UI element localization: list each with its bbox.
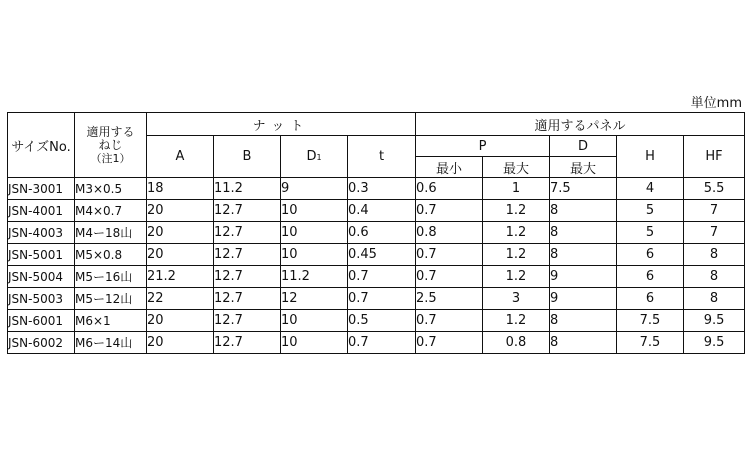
cell-screw: M5ー12山 [75,288,147,310]
cell-p-max: 1.2 [483,222,550,244]
cell-a: 20 [147,244,214,266]
cell-d1: 10 [281,222,348,244]
cell-b: 12.7 [214,332,281,354]
cell-hf: 7 [684,222,745,244]
cell-a: 20 [147,222,214,244]
header-d1-main: D [306,149,317,164]
cell-p-max: 1.2 [483,244,550,266]
cell-p-max: 1 [483,178,550,200]
cell-b: 12.7 [214,200,281,222]
cell-h: 6 [617,266,684,288]
cell-screw: M4ー18山 [75,222,147,244]
cell-t: 0.6 [348,222,416,244]
header-p: P [416,136,550,157]
cell-d1: 10 [281,244,348,266]
unit-label: 単位mm [690,96,742,111]
cell-d1: 9 [281,178,348,200]
table-row [8,310,745,332]
table-row [8,266,745,288]
cell-b: 12.7 [214,244,281,266]
cell-hf: 8 [684,266,745,288]
cell-p-min: 0.7 [416,310,483,332]
cell-h: 7.5 [617,332,684,354]
cell-h: 4 [617,178,684,200]
cell-h: 5 [617,222,684,244]
table-row [8,332,745,354]
header-a: A [147,136,214,178]
cell-hf: 8 [684,288,745,310]
header-panel-group: 適用するパネル [416,113,745,136]
cell-h: 5 [617,200,684,222]
cell-p-min: 0.7 [416,244,483,266]
table-body [8,178,745,354]
header-t: t [348,136,416,178]
header-b: B [214,136,281,178]
table-row [8,288,745,310]
cell-a: 20 [147,310,214,332]
cell-p-min: 2.5 [416,288,483,310]
header-d-max: 最大 [550,157,617,178]
cell-size: JSN-5004 [8,266,75,288]
cell-screw: M6×1 [75,310,147,332]
cell-d-max: 9 [550,288,617,310]
cell-b: 12.7 [214,288,281,310]
table-row [8,222,745,244]
header-screw [75,113,147,178]
cell-t: 0.7 [348,266,416,288]
header-screw-note: （注1） [90,151,131,165]
cell-t: 0.5 [348,310,416,332]
cell-a: 20 [147,332,214,354]
header-screw-line2: ねじ [98,137,123,152]
cell-p-max: 1.2 [483,310,550,332]
header-nut-group: ナット [147,113,416,136]
cell-size: JSN-6001 [8,310,75,332]
cell-d-max: 8 [550,310,617,332]
cell-t: 0.4 [348,200,416,222]
cell-h: 7.5 [617,310,684,332]
cell-d-max: 8 [550,244,617,266]
cell-p-max: 1.2 [483,200,550,222]
cell-a: 18 [147,178,214,200]
table-row [8,178,745,200]
table-header [8,113,745,178]
cell-p-max: 1.2 [483,266,550,288]
cell-p-min: 0.7 [416,332,483,354]
cell-a: 22 [147,288,214,310]
cell-size: JSN-4003 [8,222,75,244]
cell-t: 0.7 [348,288,416,310]
cell-size: JSN-5001 [8,244,75,266]
cell-b: 11.2 [214,178,281,200]
cell-h: 6 [617,288,684,310]
header-h: H [617,136,684,178]
cell-hf: 9.5 [684,310,745,332]
cell-a: 20 [147,200,214,222]
cell-hf: 8 [684,244,745,266]
cell-b: 12.7 [214,222,281,244]
header-hf: HF [684,136,745,178]
cell-size: JSN-3001 [8,178,75,200]
cell-size: JSN-4001 [8,200,75,222]
cell-p-min: 0.7 [416,200,483,222]
cell-screw: M3×0.5 [75,178,147,200]
header-p-min: 最小 [416,157,483,178]
cell-hf: 9.5 [684,332,745,354]
header-d: D [550,136,617,157]
cell-p-min: 0.8 [416,222,483,244]
cell-d-max: 7.5 [550,178,617,200]
spec-table [7,112,745,354]
cell-size: JSN-6002 [8,332,75,354]
cell-d1: 10 [281,310,348,332]
cell-d-max: 8 [550,200,617,222]
cell-d1: 11.2 [281,266,348,288]
cell-h: 6 [617,244,684,266]
cell-a: 21.2 [147,266,214,288]
header-d1-sub: 1 [316,153,322,162]
cell-screw: M6ー14山 [75,332,147,354]
header-size: サイズNo. [8,113,75,178]
cell-d-max: 8 [550,222,617,244]
cell-screw: M5ー16山 [75,266,147,288]
cell-hf: 7 [684,200,745,222]
cell-p-min: 0.6 [416,178,483,200]
header-p-max: 最大 [483,157,550,178]
cell-t: 0.7 [348,332,416,354]
cell-d-max: 8 [550,332,617,354]
cell-p-max: 3 [483,288,550,310]
cell-screw: M5×0.8 [75,244,147,266]
table-row [8,200,745,222]
cell-b: 12.7 [214,310,281,332]
cell-t: 0.3 [348,178,416,200]
cell-d1: 10 [281,332,348,354]
cell-screw: M4×0.7 [75,200,147,222]
header-d1 [281,136,348,178]
cell-d1: 10 [281,200,348,222]
table-row [8,244,745,266]
cell-b: 12.7 [214,266,281,288]
cell-p-max: 0.8 [483,332,550,354]
cell-d1: 12 [281,288,348,310]
cell-d-max: 9 [550,266,617,288]
header-screw-line1: 適用する [86,124,135,139]
cell-p-min: 0.7 [416,266,483,288]
cell-t: 0.45 [348,244,416,266]
cell-size: JSN-5003 [8,288,75,310]
cell-hf: 5.5 [684,178,745,200]
